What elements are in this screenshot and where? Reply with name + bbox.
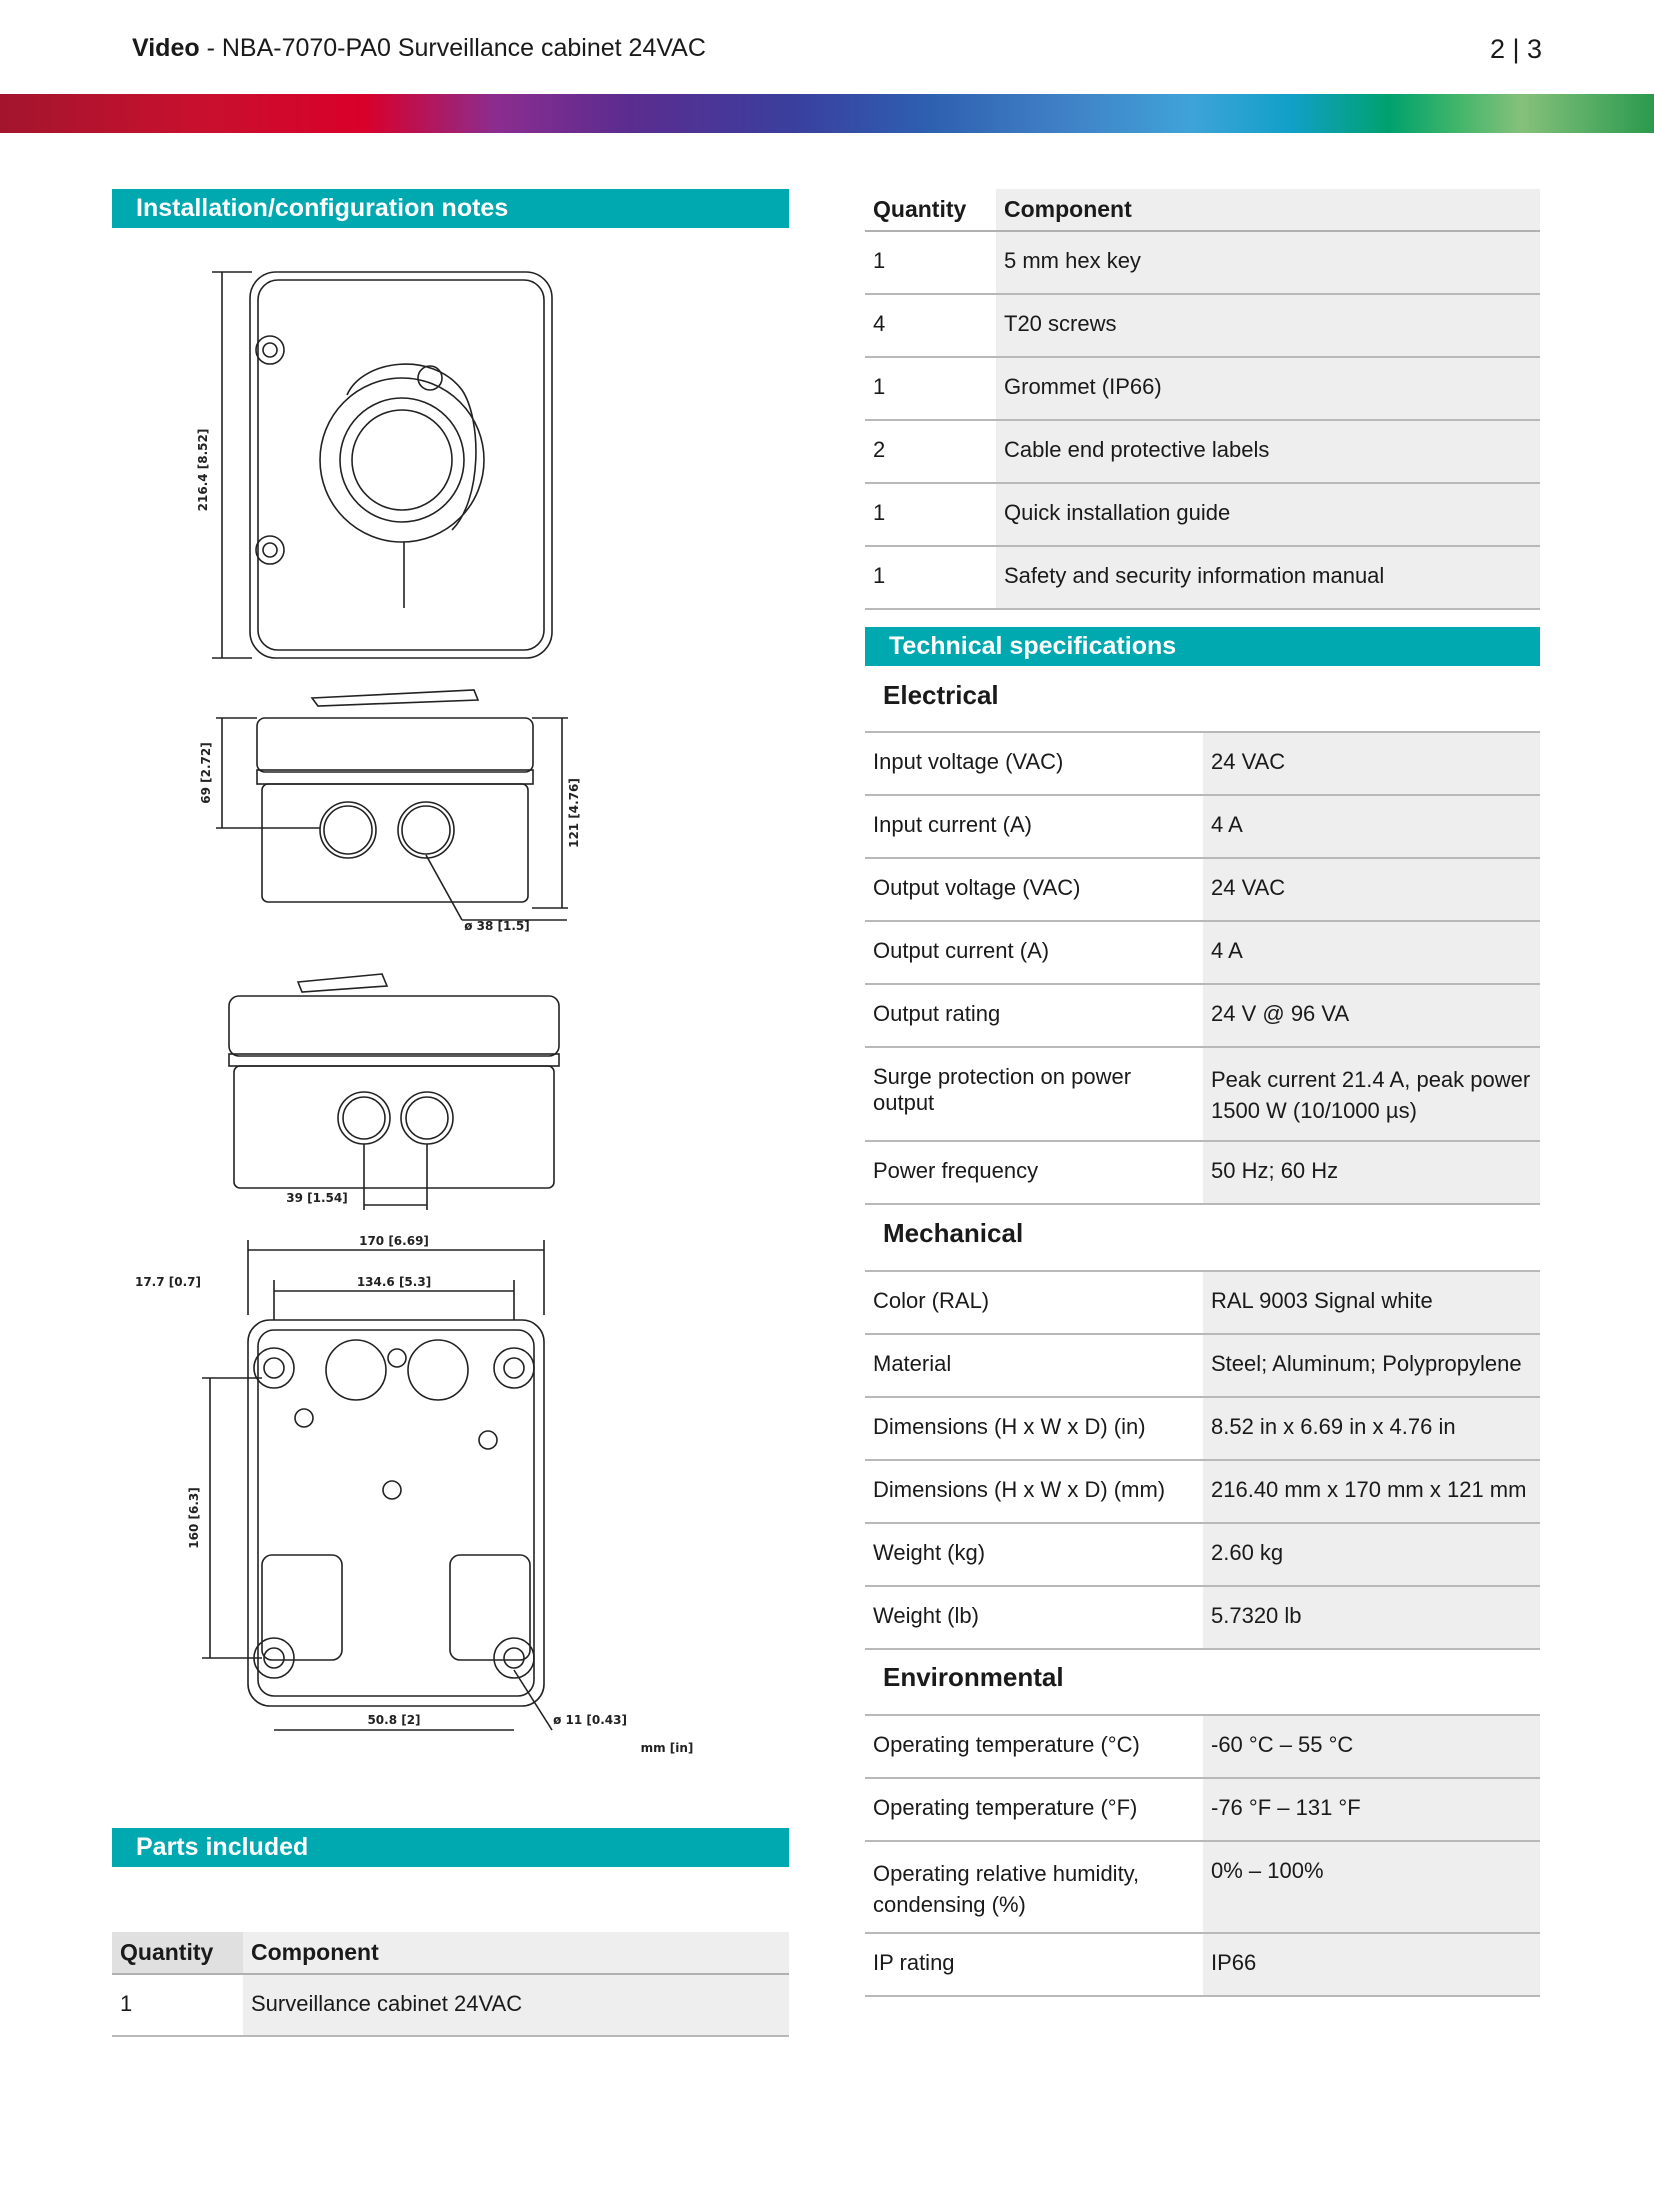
table-row: [865, 858, 1540, 921]
component-cell: Safety and security information manual: [996, 546, 1540, 609]
spec-key: Operating relative humidity, condensing (%): [865, 1841, 1203, 1933]
back-view-drawing: [202, 1240, 552, 1730]
table-row: [865, 921, 1540, 984]
component-cell: 5 mm hex key: [996, 231, 1540, 294]
side-view-drawing: [216, 690, 568, 920]
spec-key: IP rating: [865, 1933, 1203, 1996]
spec-key: Operating temperature (°C): [865, 1715, 1203, 1778]
qty-cell: 4: [865, 294, 996, 357]
spec-key: Surge protection on power output: [865, 1047, 1203, 1141]
tech-specs-heading: Technical specifications: [865, 627, 1540, 666]
dim-height: 216.4 [8.52]: [196, 428, 210, 512]
table-row: [865, 984, 1540, 1047]
spec-value: 24 VAC: [1203, 858, 1540, 921]
table-row: [865, 1334, 1540, 1397]
table-row: [865, 546, 1540, 609]
table-row: [865, 1397, 1540, 1460]
parts-header-quantity: Quantity: [112, 1932, 243, 1974]
spec-value: 4 A: [1203, 795, 1540, 858]
qty-cell: 1: [865, 483, 996, 546]
table-row: [865, 420, 1540, 483]
spec-value: RAL 9003 Signal white: [1203, 1271, 1540, 1334]
dim-mount-hole: ø 11 [0.43]: [553, 1713, 627, 1727]
front-view-drawing: [212, 272, 552, 658]
spec-key: Dimensions (H x W x D) (in): [865, 1397, 1203, 1460]
page-header: [132, 34, 1542, 74]
spec-key: Color (RAL): [865, 1271, 1203, 1334]
dim-depth-small: 69 [2.72]: [199, 742, 213, 804]
dim-offset: 17.7 [0.7]: [134, 1275, 202, 1289]
dim-inner-width: 134.6 [5.3]: [356, 1275, 432, 1289]
table-row: [865, 1841, 1540, 1933]
table-row: [865, 1933, 1540, 1996]
spec-value: 8.52 in x 6.69 in x 4.76 in: [1203, 1397, 1540, 1460]
header-title: - NBA-7070-PA0 Surveillance cabinet 24VAC: [199, 34, 706, 62]
spec-key: Power frequency: [865, 1141, 1203, 1204]
electrical-subheading: Electrical: [883, 680, 999, 710]
spec-value: 24 V @ 96 VA: [1203, 984, 1540, 1047]
installation-notes-heading: Installation/configuration notes: [112, 189, 789, 228]
dim-width: 170 [6.69]: [359, 1234, 429, 1248]
dim-depth-total: 121 [4.76]: [567, 778, 581, 848]
spec-value: 5.7320 lb: [1203, 1586, 1540, 1649]
spec-value: Peak current 21.4 A, peak power 1500 W (10/1000 µs): [1203, 1047, 1540, 1141]
component-cell: T20 screws: [996, 294, 1540, 357]
table-row: [865, 1047, 1540, 1141]
dim-hole-dia: ø 38 [1.5]: [464, 919, 530, 933]
parts-right-header-component: Component: [996, 189, 1540, 231]
dim-units: mm [in]: [640, 1741, 694, 1755]
table-row: [865, 1141, 1540, 1204]
parts-right-header-quantity: Quantity: [865, 189, 996, 231]
component-cell: Quick installation guide: [996, 483, 1540, 546]
table-row: [865, 1715, 1540, 1778]
table-row: [865, 1523, 1540, 1586]
table-row: [865, 1778, 1540, 1841]
spec-value: IP66: [1203, 1933, 1540, 1996]
dim-mount-width: 50.8 [2]: [367, 1713, 421, 1727]
spec-key: Dimensions (H x W x D) (mm): [865, 1460, 1203, 1523]
table-row: [865, 1586, 1540, 1649]
spec-value: 4 A: [1203, 921, 1540, 984]
parts-included-table: [112, 1932, 789, 2037]
parts-included-heading: Parts included: [112, 1828, 789, 1867]
spec-value: -60 °C – 55 °C: [1203, 1715, 1540, 1778]
header-category: Video: [132, 34, 200, 62]
qty-cell: 1: [865, 357, 996, 420]
spec-key: Output current (A): [865, 921, 1203, 984]
spec-key: Input current (A): [865, 795, 1203, 858]
parts-right-table: [865, 189, 1540, 610]
spec-key: Weight (lb): [865, 1586, 1203, 1649]
spec-value: Steel; Aluminum; Polypropylene: [1203, 1334, 1540, 1397]
spec-value: 2.60 kg: [1203, 1523, 1540, 1586]
table-row: [865, 483, 1540, 546]
component-cell: Grommet (IP66): [996, 357, 1540, 420]
component-cell: Cable end protective labels: [996, 420, 1540, 483]
spec-key: Output rating: [865, 984, 1203, 1047]
environmental-subheading: Environmental: [883, 1662, 1064, 1692]
qty-cell: 1: [865, 546, 996, 609]
table-row: [865, 231, 1540, 294]
page-number: 2 | 3: [1489, 34, 1542, 64]
spec-key: Weight (kg): [865, 1523, 1203, 1586]
spec-value: 216.40 mm x 170 mm x 121 mm: [1203, 1460, 1540, 1523]
table-row: [865, 732, 1540, 795]
qty-cell: 2: [865, 420, 996, 483]
electrical-table: [865, 731, 1540, 1205]
spec-value: 24 VAC: [1203, 732, 1540, 795]
spec-key: Operating temperature (°F): [865, 1778, 1203, 1841]
brand-color-band: [0, 94, 1654, 133]
table-row: [865, 357, 1540, 420]
mechanical-subheading: Mechanical: [883, 1218, 1024, 1248]
spec-key: Output voltage (VAC): [865, 858, 1203, 921]
mechanical-table: [865, 1270, 1540, 1650]
spec-value: 50 Hz; 60 Hz: [1203, 1141, 1540, 1204]
spec-value: -76 °F – 131 °F: [1203, 1778, 1540, 1841]
dimension-labels: [135, 429, 693, 1755]
qty-cell: 1: [865, 231, 996, 294]
table-row: [865, 1271, 1540, 1334]
spec-key: Material: [865, 1334, 1203, 1397]
table-row: [865, 795, 1540, 858]
bottom-view-drawing: [229, 974, 559, 1210]
parts-component: Surveillance cabinet 24VAC: [243, 1974, 789, 2036]
environmental-table: [865, 1714, 1540, 1997]
table-row: [865, 1460, 1540, 1523]
parts-header-component: Component: [243, 1932, 789, 1974]
spec-value: 0% – 100%: [1203, 1841, 1540, 1933]
table-row: [865, 294, 1540, 357]
table-row: [112, 1974, 789, 2036]
dim-mount-height: 160 [6.3]: [187, 1487, 201, 1549]
dim-hole-spacing: 39 [1.54]: [286, 1191, 348, 1205]
spec-key: Input voltage (VAC): [865, 732, 1203, 795]
cabinet-dimension-drawings: [112, 250, 712, 1770]
parts-qty: 1: [112, 1974, 243, 2036]
